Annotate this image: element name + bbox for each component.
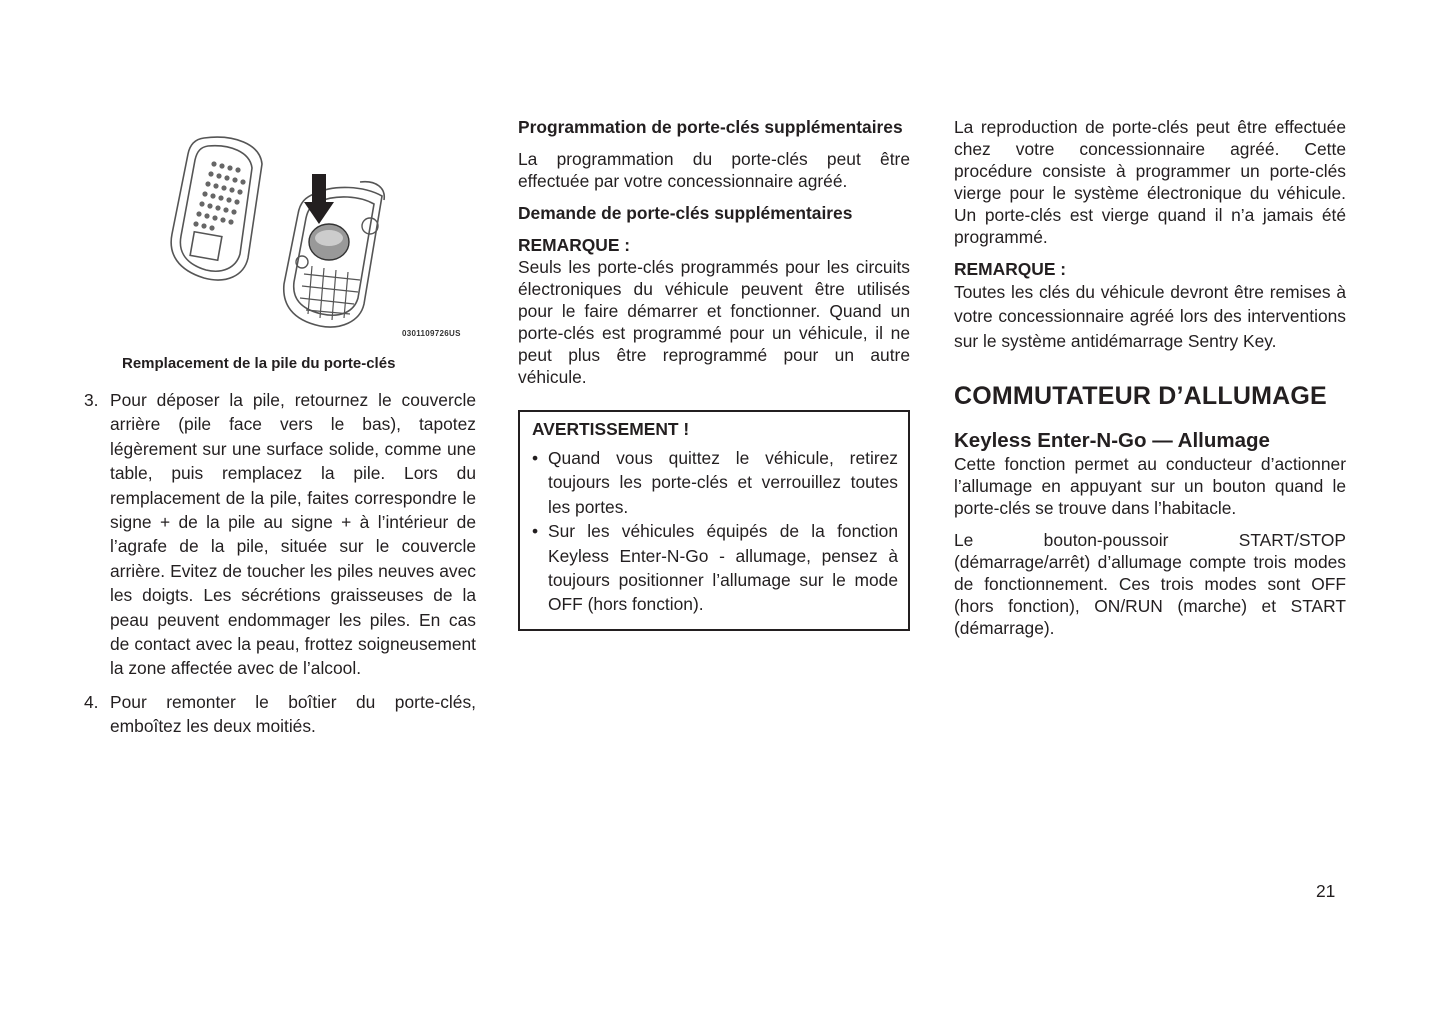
figure-caption: Remplacement de la pile du porte-clés [122,355,396,372]
paragraph-programming: La programmation du porte-clés peut être effectuée par votre concessionnaire agréé. [518,149,910,191]
key-fob-battery-illustration-icon [164,134,484,334]
heading-additional-fob-programming: Programmation de porte-clés supplémentaires [518,117,903,137]
bullet-icon: • [532,521,539,542]
key-fob-figure [84,116,476,348]
warning-item-text: Quand vous quittez le véhicule, retirez toujours les porte-clés et verrouillez toutes les portes. [548,448,898,517]
list-item [84,690,476,739]
left-column [84,116,476,748]
note-label: REMARQUE : [954,259,1067,279]
middle-column [518,116,910,631]
step-number: 3. [84,390,99,410]
step-text: Pour déposer la pile, retournez le couvercle arrière (pile face vers le bas), tapotez légèrement sur une surface solide, comme une table, puis remplacez la pile. Lors du remplacement de la pile, faites correspondre le signe + de la pile au signe + à l’intérieur de l’agrafe de la pile, située sur le couvercle arrière. Evitez de toucher les piles neuves avec les doigts. Les sécrétions graisseuses de la peau peuvent endommager les piles. En cas de contact avec la peau, frottez soigneusement la zone affectée avec de l’alcool. [110,390,476,679]
paragraph-modes: Le bouton-poussoir START/STOP (démarrage/arrêt) d’allumage compte trois modes de fonctionnement. Ces trois modes sont OFF (hors fonction), ON/RUN (marche) et START (démarrage). [954,530,1346,639]
paragraph-function: Cette fonction permet au conducteur d’actionner l’allumage en appuyant sur un bouton quand le porte-clés se trouve dans l’habitacle. [954,454,1346,519]
step-number: 4. [84,691,99,712]
heading-request-additional-fobs: Demande de porte-clés supplémentaires [518,203,853,223]
bullet-icon: • [532,448,539,468]
note-text: Toutes les clés du véhicule devront être remises à votre concessionnaire agréé lors des interventions sur le système antidémarrage Sentry Key. [954,282,1346,351]
paragraph-duplication: La reproduction de porte-clés peut être effectuée chez votre concessionnaire agréé. Cette procédure consiste à programmer un porte-clés vierge pour le système électronique du véhicule. Un porte-clés est vierge quand il n’a jamais été programmé. [954,117,1346,247]
warning-title: AVERTISSEMENT ! [532,419,690,439]
steps-list [84,388,476,739]
right-column [954,116,1346,649]
section-title: COMMUTATEUR D’ALLUMAGE [954,382,1327,411]
warning-item-text: Sur les véhicules équipés de la fonction Keyless Enter-N-Go - allumage, pensez à toujours positionner l’allumage sur le mode OFF (hors fonction). [548,521,898,615]
step-text: Pour remonter le boîtier du porte-clés, emboîtez les deux moitiés. [110,691,476,737]
list-item [532,519,898,617]
figure-code: 0301109726US [402,329,461,338]
note-label: REMARQUE : [518,235,631,255]
list-item [532,446,898,519]
warning-box [518,410,910,631]
warning-list [532,446,898,617]
list-item [84,388,476,681]
sub-title: Keyless Enter-N-Go — Allumage [954,429,1270,453]
page-number: 21 [1316,881,1336,901]
note-text: Seuls les porte-clés programmés pour les circuits électroniques du véhicule peuvent être utilisés pour le faire démarrer et fonctionner. Quand un porte-clés est programmé pour un véhicule, il ne peut plus être reprogrammé pour un autre véhicule. [518,257,910,387]
